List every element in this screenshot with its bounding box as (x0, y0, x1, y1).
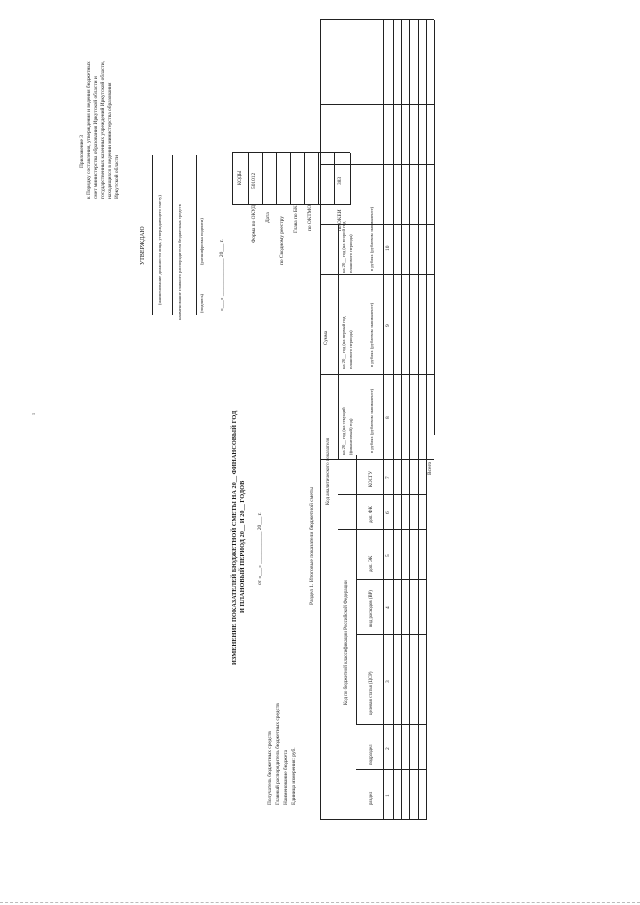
approver-org-caption: наименование главного распорядителя бюджетных средств (177, 204, 182, 320)
appendix-line-3: смет министерства образования Иркутской области и (93, 76, 99, 199)
approver-position-caption: (наименование должности лица, утверждающего смету) (157, 195, 162, 305)
header-analytic-code: Код аналитического показателя (326, 438, 331, 505)
registry-label: по Сводному реестру (279, 216, 285, 265)
main-manager-label: Главный распорядитель бюджетных средств (275, 703, 281, 805)
sum-year-current: на 20__ год (на текущий (341, 407, 346, 455)
document-title-line-2: И ПЛАНОВЫЙ ПЕРИОД 20__ И 20__ ГОДОВ (239, 480, 246, 613)
col-expense-type: вид расходов (ВР) (369, 590, 374, 627)
col-num-4: 4 (385, 606, 391, 609)
document-date: от «___» ____________ 20___ г. (257, 512, 263, 585)
recipient-label: Получатель бюджетных средств (267, 731, 273, 805)
col-ek: доп. ЭК (369, 555, 374, 572)
sum-year-second-sub: планового периода) (348, 234, 353, 273)
section-heading: Раздел 1. Итоговые показатели бюджетной сметы (309, 486, 315, 605)
col-num-10: 10 (385, 245, 391, 251)
date-label: Дата (265, 212, 271, 223)
col-section: раздел (369, 791, 374, 805)
col-num-3: 3 (385, 680, 391, 683)
appendix-line-2: к Порядку составления, утверждения и ведения бюджетных (86, 61, 92, 199)
sum-year-current-sub: (финансовый) год) (348, 418, 353, 455)
appendix-line-6: Иркутской области (114, 155, 120, 199)
col-num-7: 7 (385, 476, 391, 479)
col-target-item: целевая статья (ЦСР) (369, 671, 374, 715)
appendix-line-1: Приложение 3 (79, 135, 85, 168)
okud-value: 501012 (251, 172, 257, 189)
okei-label: по ОКЕИ (337, 209, 343, 231)
col-num-5: 5 (385, 554, 391, 557)
col-kosgu: КОСГУ (369, 471, 374, 487)
header-bk-code: Код по бюджетной классификации Российской Федерации (344, 580, 349, 705)
sum-unit-1: в рублях (рублевом эквиваленте) (369, 388, 374, 453)
signature-caption: (подпись) (199, 293, 204, 313)
oktmo-label: по ОКТМО (307, 204, 313, 231)
col-num-6: 6 (385, 511, 391, 514)
bk-chapter-label: Глава по БК (293, 205, 299, 233)
unit-label: Единица измерения: руб. (291, 747, 297, 805)
sum-unit-3: в рублях (рублевом эквиваленте) (369, 206, 374, 271)
col-subsection: подраздел (369, 744, 374, 765)
sum-year-second: на 20__ год (на второй год (341, 221, 346, 273)
col-num-8: 8 (385, 416, 391, 419)
codes-header: КОДЫ (238, 170, 243, 185)
sum-unit-2: в рублях (рублевом эквиваленте) (369, 302, 374, 367)
total-label: Всего (427, 461, 433, 475)
document-title-line-1: ИЗМЕНЕНИЕ ПОКАЗАТЕЛЕЙ БЮДЖЕТНОЙ СМЕТЫ НА 20__ ФИНАНСОВЫЙ ГОД (231, 410, 238, 665)
col-fk: доп. ФК (369, 506, 374, 523)
sum-year-first-sub: планового периода) (348, 330, 353, 369)
signature-decode-caption: (расшифровка подписи) (199, 218, 204, 265)
col-num-1: 1 (385, 794, 391, 797)
sum-year-first: на 20__ год (на первый год (341, 316, 346, 369)
appendix-line-5: находящихся в ведении министерства образования (107, 82, 113, 199)
budget-name-label: Наименование бюджета (283, 749, 289, 805)
col-num-9: 9 (385, 324, 391, 327)
header-sum: Сумма (324, 330, 329, 345)
appendix-line-4: государственных казенных учреждений Иркутской области, (100, 60, 106, 199)
approve-heading: УТВЕРЖДАЮ (140, 226, 146, 265)
stray-mark: 1 (31, 413, 36, 415)
col-num-2: 2 (385, 747, 391, 750)
okei-value: 383 (337, 176, 343, 185)
approval-date-line: «___» ______________ 20___ г. (219, 239, 225, 311)
okud-label: Форма по ОКУД (251, 205, 257, 243)
